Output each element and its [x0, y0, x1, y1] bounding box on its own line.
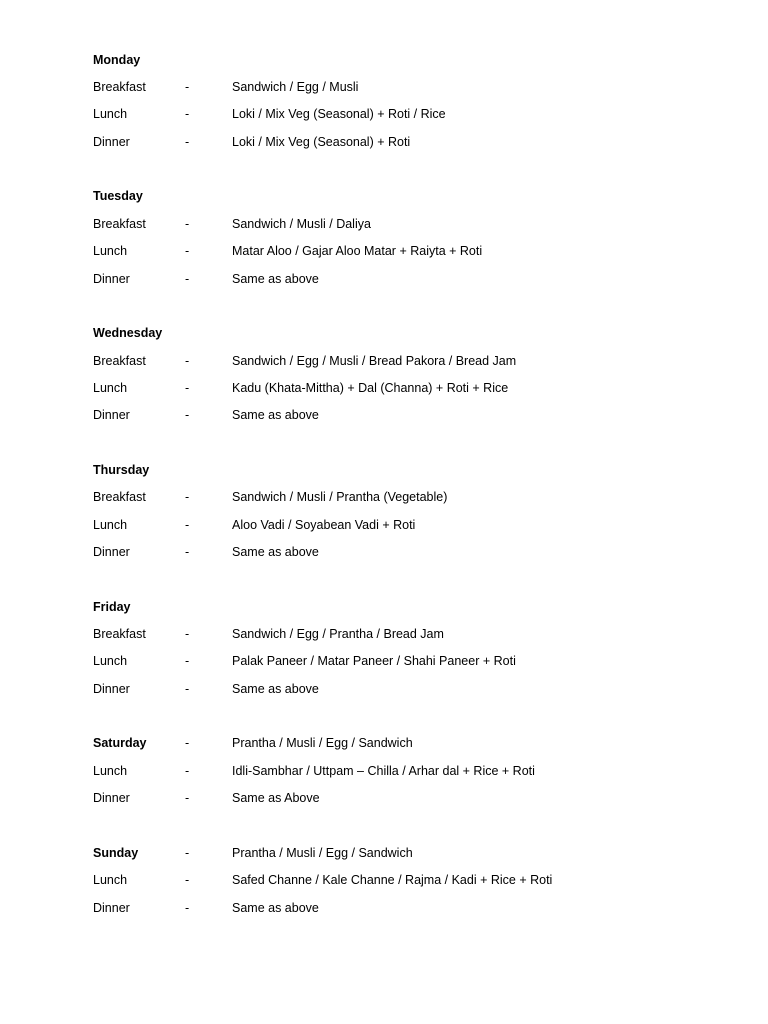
meal-label: Dinner — [93, 545, 130, 559]
meal-label: Breakfast — [93, 627, 146, 641]
meal-items: Same as above — [232, 901, 319, 915]
dash-separator: - — [185, 654, 190, 668]
meal-items: Same as above — [232, 408, 319, 422]
meal-items: Sandwich / Musli / Prantha (Vegetable) — [232, 490, 448, 504]
meal-label: Lunch — [93, 518, 128, 532]
meal-label: Dinner — [93, 272, 130, 286]
meal-items: Same as Above — [232, 791, 320, 805]
meal-items: Prantha / Musli / Egg / Sandwich — [232, 846, 413, 860]
dash-separator: - — [185, 217, 190, 231]
meal-items: Sandwich / Egg / Prantha / Bread Jam — [232, 627, 444, 641]
day-heading-monday: Monday — [93, 53, 141, 67]
meal-items: Sandwich / Egg / Musli — [232, 80, 359, 94]
meal-label: Lunch — [93, 107, 128, 121]
meal-label: Lunch — [93, 654, 128, 668]
meal-label: Lunch — [93, 244, 128, 258]
day-heading-wednesday: Wednesday — [93, 326, 163, 340]
meal-label: Dinner — [93, 682, 130, 696]
dash-separator: - — [185, 80, 190, 94]
dash-separator: - — [185, 354, 190, 368]
dash-separator: - — [185, 272, 190, 286]
meal-items: Prantha / Musli / Egg / Sandwich — [232, 736, 413, 750]
dash-separator: - — [185, 846, 190, 860]
meal-items: Same as above — [232, 272, 319, 286]
day-heading-saturday: Saturday — [93, 736, 147, 750]
dash-separator: - — [185, 736, 190, 750]
meal-label: Breakfast — [93, 354, 146, 368]
meal-label: Breakfast — [93, 490, 146, 504]
meal-label: Dinner — [93, 901, 130, 915]
meal-items: Same as above — [232, 545, 319, 559]
meal-label: Dinner — [93, 408, 130, 422]
meal-items: Palak Paneer / Matar Paneer / Shahi Paneer + Roti — [232, 654, 516, 668]
dash-separator: - — [185, 682, 190, 696]
dash-separator: - — [185, 873, 190, 887]
dash-separator: - — [185, 408, 190, 422]
dash-separator: - — [185, 135, 190, 149]
meal-items: Sandwich / Musli / Daliya — [232, 217, 371, 231]
meal-label: Lunch — [93, 764, 128, 778]
dash-separator: - — [185, 244, 190, 258]
meal-label: Breakfast — [93, 217, 146, 231]
meal-label: Lunch — [93, 873, 128, 887]
day-heading-sunday: Sunday — [93, 846, 139, 860]
meal-items: Same as above — [232, 682, 319, 696]
meal-label: Dinner — [93, 791, 130, 805]
dash-separator: - — [185, 518, 190, 532]
meal-items: Aloo Vadi / Soyabean Vadi + Roti — [232, 518, 416, 532]
dash-separator: - — [185, 490, 190, 504]
dash-separator: - — [185, 901, 190, 915]
dash-separator: - — [185, 764, 190, 778]
dash-separator: - — [185, 107, 190, 121]
meal-label: Breakfast — [93, 80, 146, 94]
meal-items: Idli-Sambhar / Uttpam – Chilla / Arhar dal + Rice + Roti — [232, 764, 535, 778]
dash-separator: - — [185, 627, 190, 641]
meal-items: Matar Aloo / Gajar Aloo Matar + Raiyta + Roti — [232, 244, 483, 258]
day-heading-thursday: Thursday — [93, 463, 150, 477]
meal-items: Loki / Mix Veg (Seasonal) + Roti / Rice — [232, 107, 446, 121]
day-heading-friday: Friday — [93, 600, 131, 614]
dash-separator: - — [185, 381, 190, 395]
meal-items: Loki / Mix Veg (Seasonal) + Roti — [232, 135, 411, 149]
meal-items: Sandwich / Egg / Musli / Bread Pakora / Bread Jam — [232, 354, 517, 368]
meal-items: Safed Channe / Kale Channe / Rajma / Kadi + Rice + Roti — [232, 873, 553, 887]
meal-label: Lunch — [93, 381, 128, 395]
dash-separator: - — [185, 791, 190, 805]
dash-separator: - — [185, 545, 190, 559]
meal-label: Dinner — [93, 135, 130, 149]
meal-items: Kadu (Khata-Mittha) + Dal (Channa) + Roti + Rice — [232, 381, 509, 395]
day-heading-tuesday: Tuesday — [93, 189, 143, 203]
